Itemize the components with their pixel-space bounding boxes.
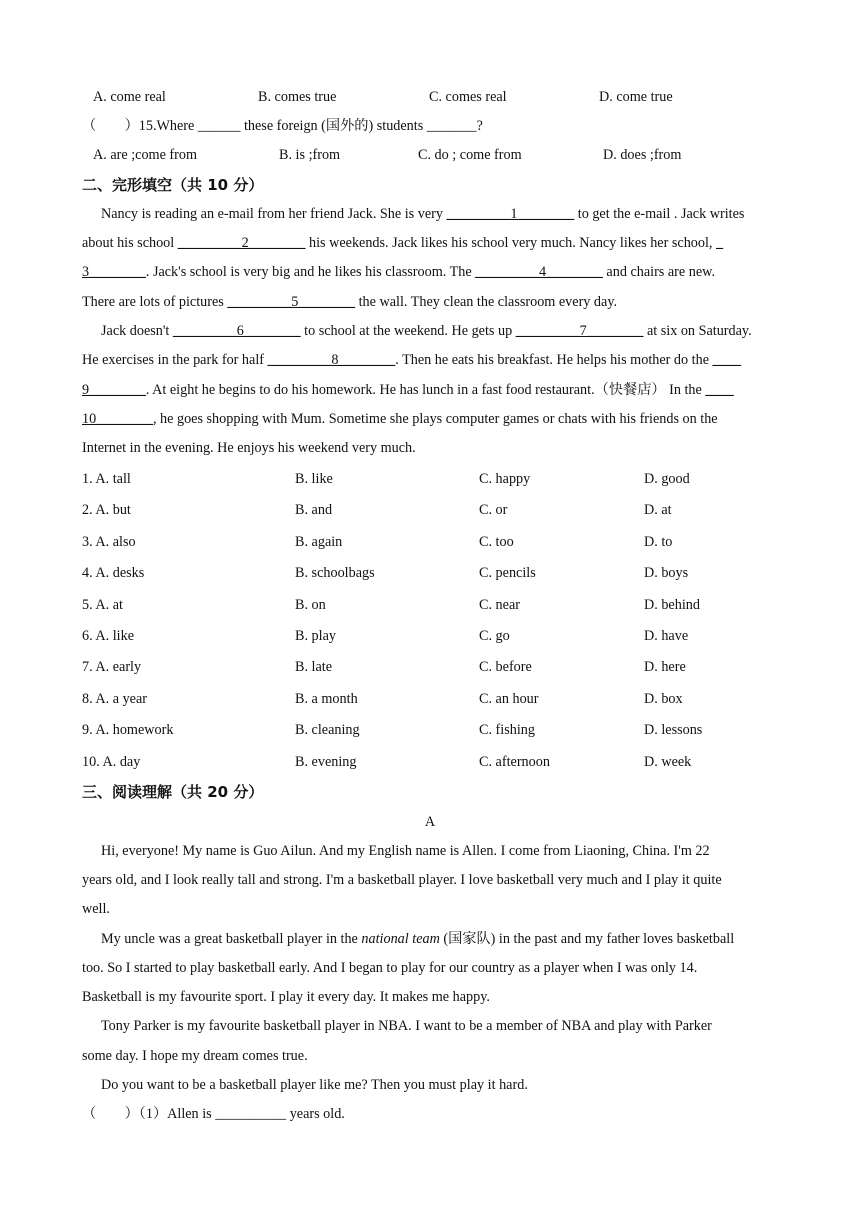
q14-option-b: B. comes true: [258, 89, 337, 105]
reading-p2-line3: Basketball is my favourite sport. I play it every day. It makes me happy.: [82, 989, 490, 1005]
cloze-9-option-c: C. fishing: [479, 722, 535, 738]
reading-p2-line2: too. So I started to play basketball early. And I began to play for our country as a player when I was only 14.: [82, 960, 698, 976]
cloze-7-option-c: C. before: [479, 659, 532, 675]
cloze-2-option-b: B. and: [295, 502, 333, 518]
cloze-5-option-c: C. near: [479, 597, 520, 613]
cloze-8-option-b: B. a month: [295, 691, 358, 707]
cloze-10-option-d: D. week: [644, 754, 692, 770]
cloze-7-option-b: B. late: [295, 659, 333, 675]
blank-3[interactable]: 3________: [82, 264, 146, 280]
cloze-4-option-a: 4. A. desks: [82, 565, 145, 581]
passage-line-4: [82, 292, 778, 312]
blank-7[interactable]: _________7________: [515, 323, 644, 339]
cloze-1-option-c: C. happy: [479, 471, 531, 487]
reading-p3-line2: some day. I hope my dream comes true.: [82, 1048, 308, 1064]
cloze-6-option-a: 6. A. like: [82, 628, 135, 644]
passage-text: and chairs are new.: [602, 264, 716, 280]
cloze-4-option-b: B. schoolbags: [295, 565, 375, 581]
passage-text: . At eight he begins to do his homework. He has lunch in a fast food restaurant.（快餐店） In the: [145, 382, 706, 398]
passage-text: his weekends. Jack likes his school very much. Nancy likes her school,: [305, 235, 717, 251]
reading-emphasis: national team: [361, 931, 440, 947]
section3-title: 三、阅读理解（共 20 分）: [82, 783, 264, 801]
cloze-6-option-c: C. go: [479, 628, 510, 644]
q15-stem: 15.Where ______ these foreign (国外的) students _______?: [138, 118, 483, 134]
cloze-1-option-b: B. like: [295, 471, 333, 487]
passage-text: , he goes shopping with Mum. Sometime she plays computer games or chats with his friends on the: [152, 411, 718, 427]
cloze-2-option-c: C. or: [479, 502, 508, 518]
blank-9-start[interactable]: ____: [712, 352, 741, 368]
cloze-2-option-d: D. at: [644, 502, 672, 518]
blank-10-start[interactable]: ____: [705, 382, 734, 398]
q15-option-d: D. does ;from: [603, 147, 682, 163]
cloze-1-option-a: 1. A. tall: [82, 471, 131, 487]
q14-option-a: A. come real: [93, 89, 166, 105]
q14-option-d: D. come true: [599, 89, 673, 105]
q15-stem-line: [82, 116, 778, 136]
blank-1[interactable]: _________1________: [446, 206, 575, 222]
cloze-7-option-a: 7. A. early: [82, 659, 142, 675]
cloze-8-option-a: 8. A. a year: [82, 691, 147, 707]
section2-title: 二、完形填空（共 10 分）: [82, 176, 264, 194]
cloze-8-option-c: C. an hour: [479, 691, 539, 707]
passage-line-3: [82, 262, 778, 282]
passage-text: . Then he eats his breakfast. He helps his mother do the: [395, 352, 713, 368]
q15-option-c: C. do ; come from: [418, 147, 522, 163]
q15-answer-bracket[interactable]: （ ）: [82, 118, 139, 134]
passage-line-1: [101, 204, 778, 224]
passage-text: to get the e-mail . Jack writes: [574, 206, 745, 222]
passage-line-8: [82, 409, 778, 429]
reading-q1-answer-bracket[interactable]: （ ）: [82, 1106, 139, 1122]
cloze-4-option-d: D. boys: [644, 565, 689, 581]
q15-option-a: A. are ;come from: [93, 147, 197, 163]
passage-line-7: [82, 380, 778, 400]
blank-4[interactable]: _________4________: [475, 264, 603, 280]
passage-text: . Jack's school is very big and he likes his classroom. The: [145, 264, 476, 280]
cloze-3-option-b: B. again: [295, 534, 343, 550]
passage-line-5: [101, 321, 778, 341]
passage-text: the wall. They clean the classroom every day.: [355, 294, 618, 310]
blank-6[interactable]: _________6________: [172, 323, 301, 339]
cloze-8-option-d: D. box: [644, 691, 683, 707]
cloze-5-option-d: D. behind: [644, 597, 700, 613]
q15-option-b: B. is ;from: [279, 147, 341, 163]
q14-option-c: C. comes real: [429, 89, 507, 105]
cloze-7-option-d: D. here: [644, 659, 686, 675]
cloze-9-option-a: 9. A. homework: [82, 722, 174, 738]
passage-line-6: [82, 350, 778, 370]
passage-text: He exercises in the park for half: [82, 352, 268, 368]
cloze-10-option-c: C. afternoon: [479, 754, 550, 770]
cloze-5-option-a: 5. A. at: [82, 597, 123, 613]
cloze-10-option-a: 10. A. day: [82, 754, 141, 770]
blank-2[interactable]: _________2________: [177, 235, 306, 251]
blank-5[interactable]: _________5________: [227, 294, 356, 310]
reading-q1-line: [82, 1104, 778, 1124]
cloze-6-option-d: D. have: [644, 628, 689, 644]
cloze-2-option-a: 2. A. but: [82, 502, 131, 518]
passage-text: about his school: [82, 235, 178, 251]
reading-p4: Do you want to be a basketball player like me? Then you must play it hard.: [101, 1077, 528, 1093]
blank-3-start[interactable]: _: [716, 235, 724, 251]
passage-text: Jack doesn't: [101, 323, 173, 339]
reading-p3-line1: Tony Parker is my favourite basketball player in NBA. I want to be a member of NBA and play with Parker: [101, 1018, 712, 1034]
cloze-3-option-a: 3. A. also: [82, 534, 136, 550]
cloze-3-option-c: C. too: [479, 534, 514, 550]
reading-text: My uncle was a great basketball player in the: [101, 931, 362, 947]
passage-text: at six on Saturday.: [643, 323, 752, 339]
cloze-9-option-d: D. lessons: [644, 722, 703, 738]
passage-text: There are lots of pictures: [82, 294, 228, 310]
reading-text: (国家队) in the past and my father loves basketball: [439, 931, 735, 947]
blank-9[interactable]: 9________: [82, 382, 146, 398]
passage-text: to school at the weekend. He gets up: [300, 323, 516, 339]
cloze-4-option-c: C. pencils: [479, 565, 536, 581]
blank-10[interactable]: 10________: [82, 411, 153, 427]
passage-line-2: [82, 233, 778, 253]
blank-8[interactable]: _________8________: [267, 352, 396, 368]
reading-p1-line2: years old, and I look really tall and strong. I'm a basketball player. I love basketball very much and I play it quite: [82, 872, 722, 888]
passage-text: Nancy is reading an e-mail from her friend Jack. She is very: [101, 206, 447, 222]
cloze-9-option-b: B. cleaning: [295, 722, 360, 738]
reading-a-label: A: [424, 814, 436, 830]
reading-p2-line1: [101, 929, 778, 949]
reading-p1-line3: well.: [82, 901, 110, 917]
cloze-1-option-d: D. good: [644, 471, 690, 487]
cloze-5-option-b: B. on: [295, 597, 326, 613]
cloze-3-option-d: D. to: [644, 534, 673, 550]
cloze-6-option-b: B. play: [295, 628, 336, 644]
reading-q1-stem: （1）Allen is __________ years old.: [138, 1106, 345, 1122]
cloze-10-option-b: B. evening: [295, 754, 357, 770]
passage-line-9: Internet in the evening. He enjoys his weekend very much.: [82, 440, 416, 456]
reading-p1-line1: Hi, everyone! My name is Guo Ailun. And my English name is Allen. I come from Liaoning, China. I'm 22: [101, 843, 710, 859]
